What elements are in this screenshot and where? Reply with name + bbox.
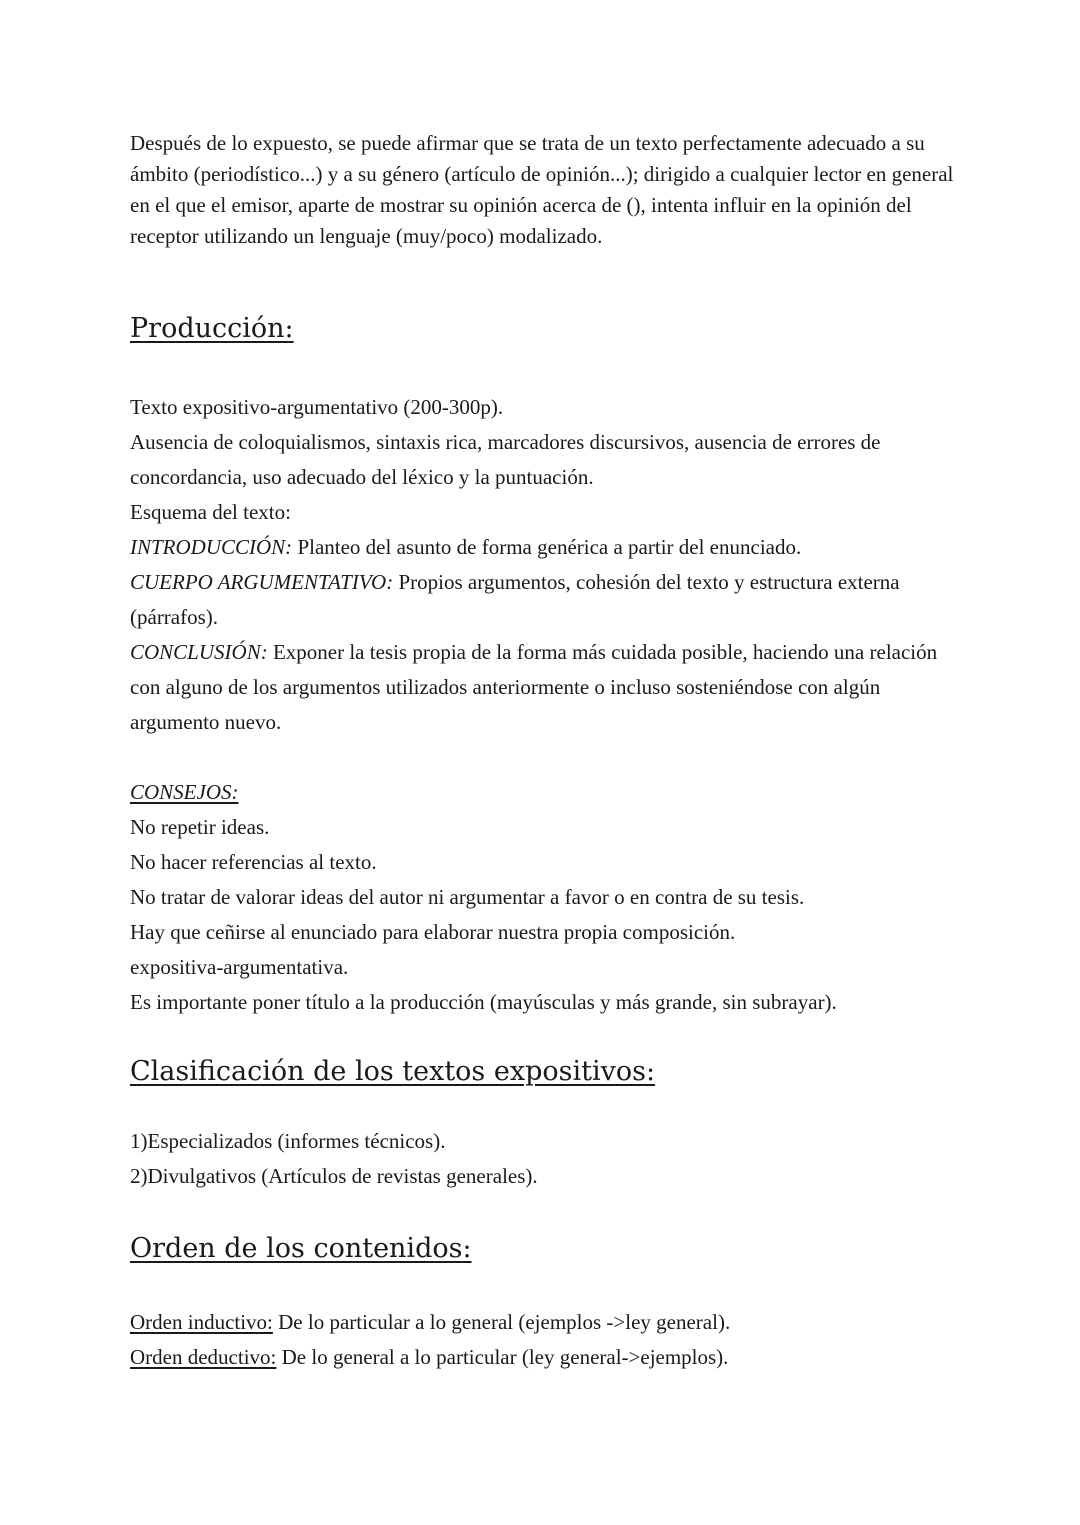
consejos-heading: [130, 775, 960, 810]
cuerpo-item: [130, 565, 960, 635]
document-page: [130, 128, 960, 1375]
orden-inductivo-item: [130, 1305, 960, 1340]
orden-body: [130, 1305, 960, 1375]
orden-deductivo-label: Orden deductivo:: [130, 1345, 277, 1369]
consejo-item: Es importante poner título a la producción (mayúsculas y más grande, sin subrayar).: [130, 990, 837, 1014]
cuerpo-label: CUERPO ARGUMENTATIVO:: [130, 570, 394, 594]
orden-deductivo-text: De lo general a lo particular (ley general->ejemplos).: [276, 1345, 729, 1369]
produccion-line-3: Esquema del texto:: [130, 500, 291, 524]
consejo-item: No hacer referencias al texto.: [130, 850, 377, 874]
conclusion-label: CONCLUSIÓN:: [130, 640, 268, 664]
produccion-body: [130, 390, 960, 1020]
cuerpo-text: Propios argumentos, cohesión del texto y estructura externa (párrafos).: [130, 570, 900, 629]
clasificacion-body: [130, 1124, 960, 1194]
produccion-line-2: Ausencia de coloquialismos, sintaxis rica, marcadores discursivos, ausencia de errores de concordancia, uso adecuado del léxico y la puntuación.: [130, 430, 881, 489]
consejo-item: No tratar de valorar ideas del autor ni argumentar a favor o en contra de su tesis.: [130, 885, 805, 909]
clasificacion-item: 2)Divulgativos (Artículos de revistas generales).: [130, 1164, 538, 1188]
consejo-item: No repetir ideas.: [130, 815, 270, 839]
clasificacion-heading: Clasificación de los textos expositivos:: [130, 1056, 656, 1087]
intro-paragraph: Después de lo expuesto, se puede afirmar que se trata de un texto perfectamente adecuado a su ámbito (periodístico...) y a su género (artículo de opinión...); dirigido a cualquier lector en general en el que el emisor, aparte de mostrar su opinión acerca de (), intenta influir en la opinión del receptor utilizando un lenguaje (muy/poco) modalizado.: [130, 131, 954, 248]
produccion-heading: Producción:: [130, 313, 294, 344]
orden-inductivo-text: De lo particular a lo general (ejemplos ->ley general).: [272, 1310, 731, 1334]
conclusion-text: Exponer la tesis propia de la forma más cuidada posible, haciendo una relación con alguno de los argumentos utilizados anteriormente o incluso sosteniéndose con algún argumento nuevo.: [130, 640, 938, 734]
orden-heading: Orden de los contenidos:: [130, 1233, 472, 1264]
introduccion-label: INTRODUCCIÓN:: [130, 535, 293, 559]
introduccion-text: Planteo del asunto de forma genérica a partir del enunciado.: [292, 535, 802, 559]
conclusion-item: [130, 635, 960, 740]
introduccion-item: [130, 530, 960, 565]
orden-deductivo-item: [130, 1340, 960, 1375]
orden-inductivo-label: Orden inductivo:: [130, 1310, 273, 1334]
consejos-title: CONSEJOS:: [130, 780, 239, 804]
consejo-item: expositiva-argumentativa.: [130, 955, 349, 979]
consejo-item: Hay que ceñirse al enunciado para elaborar nuestra propia composición.: [130, 920, 736, 944]
clasificacion-item: 1)Especializados (informes técnicos).: [130, 1129, 446, 1153]
produccion-line-1: Texto expositivo-argumentativo (200-300p).: [130, 395, 504, 419]
